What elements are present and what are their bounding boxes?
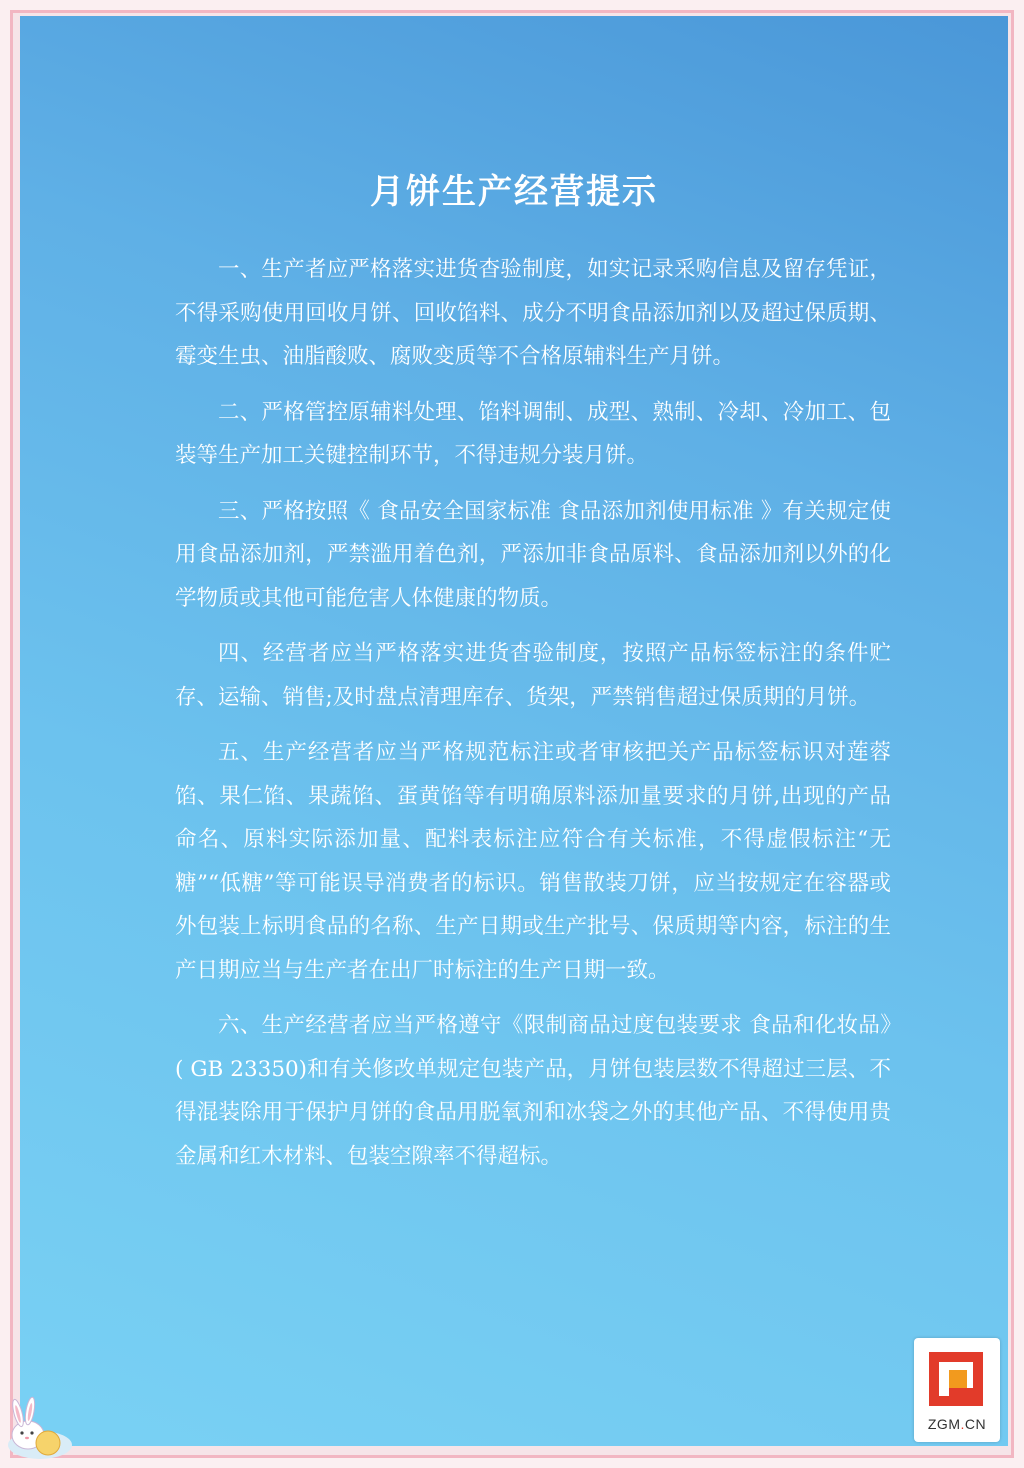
logo-text <box>914 1416 1000 1432</box>
paragraph-1: 一、生产者应严格落实进货杳验制度，如实记录采购信息及留存凭证，不得采购使用回收月饼、回收馅料、成分不明食品添加剂以及超过保质期、霉变生虫、油脂酸败、腐败变质等不合格原辅料生产月饼。 <box>175 257 891 369</box>
article-body <box>175 248 891 1190</box>
zgm-logo-icon <box>927 1350 985 1408</box>
logo-text-main: ZGM <box>927 1416 961 1432</box>
zgm-logo <box>914 1338 1000 1442</box>
paragraph-2: 二、严格管控原辅料处理、馅料调制、成型、熟制、冷却、冷加工、包装等生产加工关键控制环节，不得违规分装月饼。 <box>175 399 891 468</box>
page-title: 月饼生产经营提示 <box>370 172 658 212</box>
paragraph-5: 五、生产经营者应当严格规范标注或者审核把关产品标签标识对莲蓉馅、果仁馅、果蔬馅、蛋黄馅等有明确原料添加量要求的月饼,出现的产品命名、原料实际添加量、配料表标注应符合有关标准，不得虚假标注“无糖”“低糖”等可能误导消费者的标识。销售散装刀饼，应当按规定在容器或外包装上标明食品的名称、生产日期或生产批号、保质期等内容，标注的生产日期应当与生产者在出厂时标注的生产日期一致。 <box>175 740 891 983</box>
paragraph-6: 六、生产经营者应当严格遵守《限制商品过度包装要求 食品和化妆品》( GB 23350)和有关修改单规定包装产品，月饼包装层数不得超过三层、不得混装除用于保护月饼的食品用脱氧剂和冰袋之外的其他产品、不得使用贵金属和红木材料、包装空隙率不得超标。 <box>175 1013 891 1169</box>
paragraph-4: 四、经营者应当严格落实进货杳验制度，按照产品标签标注的条件贮存、运输、销售;及时盘点清理库存、货架，严禁销售超过保质期的月饼。 <box>175 641 891 710</box>
logo-text-dot: . <box>960 1416 965 1432</box>
content-panel <box>20 16 1008 1446</box>
paragraph-3: 三、严格按照《 食品安全国家标准 食品添加剂使用标准 》有关规定使用食品添加剂，严禁滥用着色剂，严添加非食品原料、食品添加剂以外的化学物质或其他可能危害人体健康的物质。 <box>175 498 891 611</box>
rabbit-icon <box>0 1385 80 1465</box>
logo-text-end: CN <box>964 1416 987 1432</box>
